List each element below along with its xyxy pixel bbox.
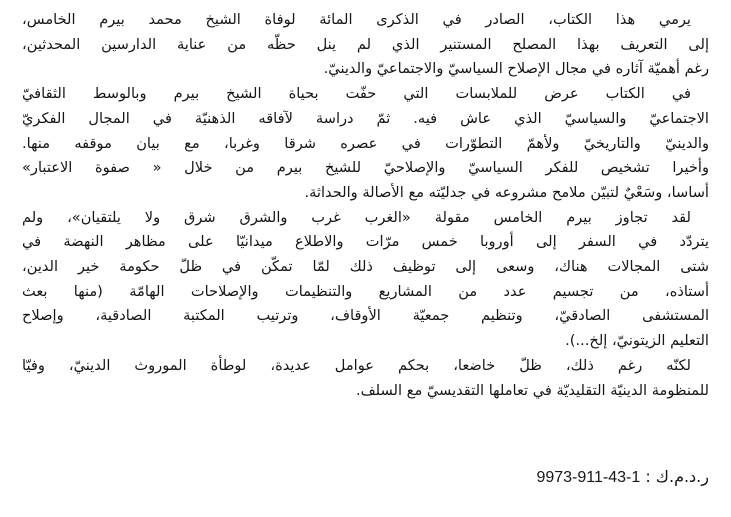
isbn-line [536, 466, 709, 489]
paragraph-2 [22, 82, 709, 206]
paragraph-3 [22, 206, 709, 354]
text-line: إلى التعريف بهذا المصلح المستنير الذي لم ينل حظّه من عناية الدارسين المحدثين، [22, 35, 709, 53]
text-line: لكنّه رغم ذلك، ظلّ خاضعا، بحكم عوامل عديدة، لوطأة الموروث الدينيّ، وفيّا [22, 356, 691, 374]
text-line: يرمي هذا الكتاب، الصادر في الذكرى المائة لوفاة الشيخ محمد بيرم الخامس، [22, 11, 691, 28]
text-line: وأخيرا تشخيص للفكر السياسيّ والإصلاحيّ للشيخ بيرم من خلال « صفوة الاعتبار» [22, 159, 709, 177]
text-line: رغم أهميّة آثاره في مجال الإصلاح السياسيّ والاجتماعيّ والدينيّ. [323, 60, 709, 78]
text-line: يتردّد في السفر إلى أوروبا خمس مرّات والاطلاع ميدانيّا على مظاهر النهضة في [22, 233, 709, 251]
text-line: في الكتاب عرض للملابسات التي حفّت بحياة الشيخ بيرم وبالوسط الثقافيّ [22, 85, 691, 103]
text-line: التعليم الزيتونيّ، إلخ...). [565, 332, 709, 350]
text-line: الاجتماعيّ والسياسيّ الذي عاش فيه. ثمّ دراسة لآفاقه الذهنيّة في المجال الفكريّ [22, 109, 709, 127]
isbn-label: ر.د.م.ك : [645, 467, 709, 486]
isbn-number: 9973-911-43-1 [536, 469, 641, 486]
text-line: أساسا، وسَعْيٌ لتبيّن ملامح مشروعه في جدليّته مع الأصالة والحداثة. [304, 183, 709, 201]
text-line: للمنظومة الدينيّة التقليديّة في تعاملها التقديسيّ مع السلف. [355, 381, 709, 399]
text-line: المستشفى الصادقيّ، وتنظيم جمعيّة الأوقاف، وترتيب المكتبة الصادقية، وإصلاح [22, 307, 709, 325]
text-line: شتى المجالات هناك، وسعى إلى توظيف ذلك لمّا تمكّن في ظلّ حكومة خير الدين، [22, 258, 709, 276]
text-line: والدينيّ والتاريخيّ ولأهمّ التطوّرات في عصره شرقا وغربا، مع بيان موقفه منها. [22, 134, 709, 152]
paragraph-1 [22, 8, 709, 82]
text-line: أستاذه، من تجسيم عدد من المشاريع والتنظيمات والإصلاحات الهامّة (منها بعث [22, 282, 709, 300]
paragraph-4 [22, 354, 709, 403]
text-line: لقد تجاوز بيرم الخامس مقولة «الغرب غرب والشرق شرق ولا يلتقيان»، ولم [22, 208, 691, 226]
